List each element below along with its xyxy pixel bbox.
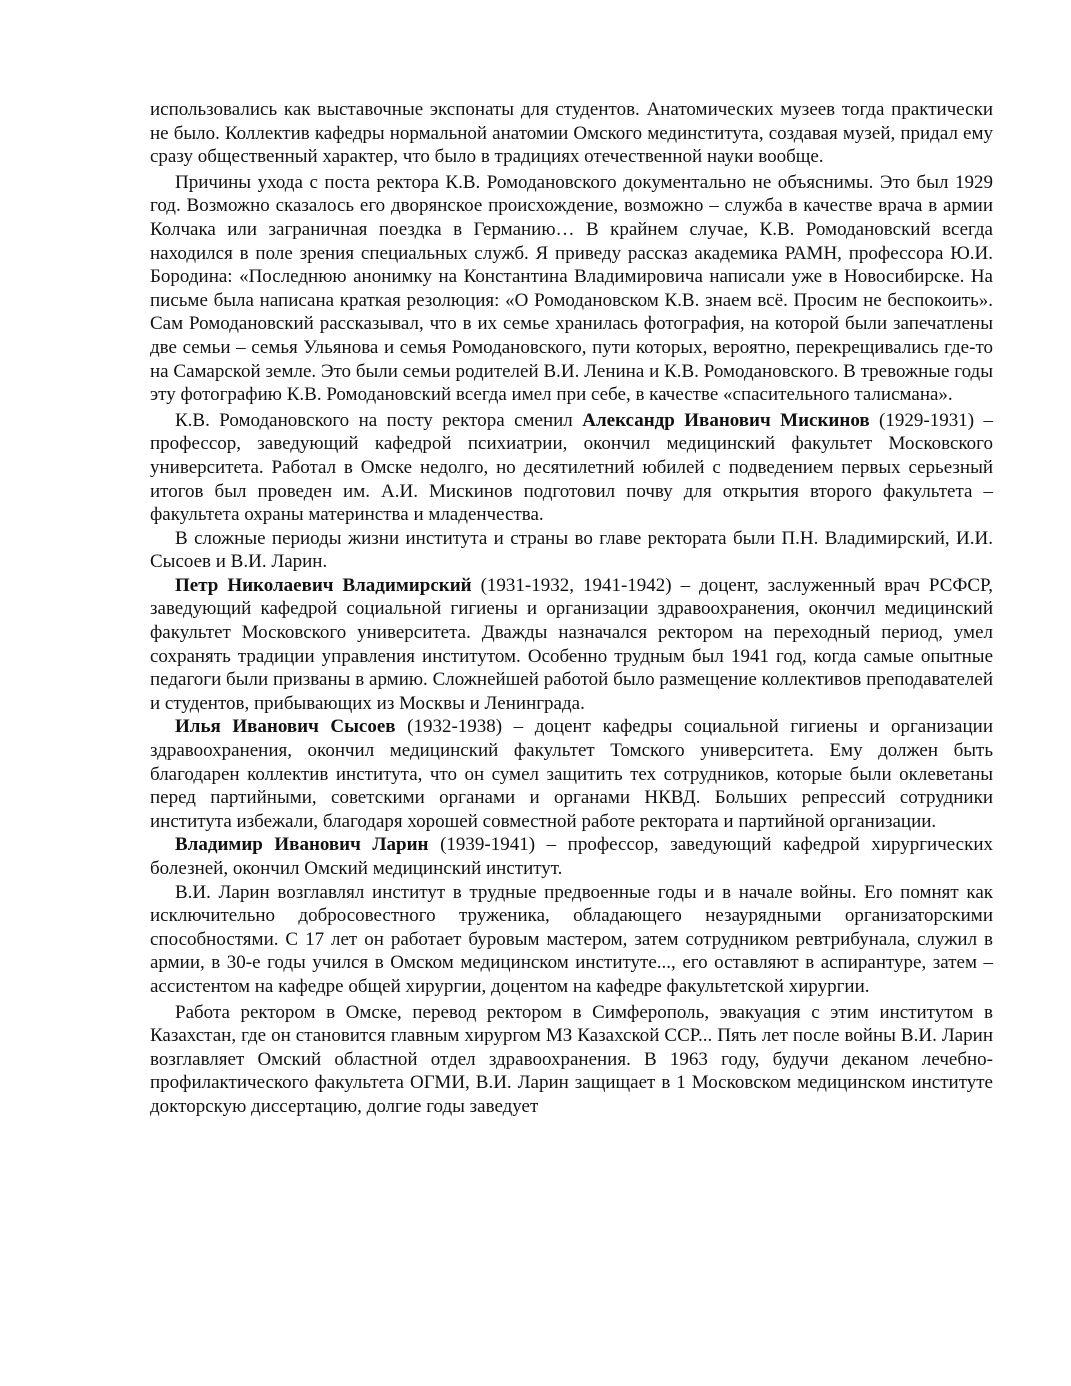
paragraph-text: использовались как выставочные экспонаты для студентов. Анатомических музеев тогда практически не было. Коллектив кафедры нормальной анатомии Омского мединститута, создавая музей, придал ему сразу общественный характер, что было в традициях отечественной науки вообще.: [150, 99, 993, 168]
person-name-larin: Владимир Иванович Ларин: [175, 834, 429, 856]
paragraph-text: В.И. Ларин возглавлял институт в трудные предвоенные годы и в начале войны. Его помнят как исключительно добросовестного труженика, обладающего незаурядными организаторскими способностями. С 17 лет он работает буровым мастером, затем сотрудником ревтрибунала, служил в армии, в 30-е годы учился в Омском медицинском институте..., его оставляют в аспирантуре, затем – ассистентом на кафедре общей хирургии, доцентом на кафедре факультетской хирургии.: [150, 881, 993, 997]
person-name-vladimirsky: Петр Николаевич Владимирский: [175, 574, 472, 596]
paragraph-sysoev: [150, 715, 993, 833]
paragraph-larin-career: [150, 1001, 993, 1119]
paragraph-text: Причины ухода с поста ректора К.В. Ромодановского документально не объяснимы. Это был 1929 год. Возможно сказалось его дворянское происхождение, возможно – служба в качестве врача в армии Колчака или заграничная поездка в Германию… В крайнем случае, К.В. Ромодановский всегда находился в поле зрения специальных служб. Я приведу рассказ академика РАМН, профессора Ю.И. Бородина: «Последнюю анонимку на Константина Владимировича написали уже в Новосибирске. На письме была написана краткая резолюция: «О Ромодановском К.В. знаем всё. Просим не беспокоить». Сам Ромодановский рассказывал, что в их семье хранилась фотография, на которой были запечатлены две семьи – семья Ульянова и семья Ромодановского, пути которых, вероятно, перекрещивались где-то на Самарской земле. Это были семьи родителей В.И. Ленина и К.В. Ромодановского. В тревожные годы эту фотографию К.В. Ромодановский всегда имел при себе, в качестве «спасительного талисмана».: [150, 171, 993, 406]
paragraph-text: (1929-1931) – профессор, заведующий кафедрой психиатрии, окончил медицинский факультет Московского университета. Работал в Омске недолго, но десятилетний юбилей с подведением первых серьезный итогов был проведен им. А.И. Мискинов подготовил почву для открытия второго факультета – факультета охраны материнства и младенчества.: [150, 409, 993, 526]
person-name-sysoev: Илья Иванович Сысоев: [175, 716, 396, 738]
paragraph-vladimirsky: [150, 574, 993, 716]
paragraph-text: В сложные периоды жизни института и страны во главе ректората были П.Н. Владимирский, И.И. Сысоев и В.И. Ларин.: [150, 527, 993, 573]
paragraph-difficult-periods: [150, 527, 993, 574]
paragraph-text: (1932-1938) – доцент кафедры социальной гигиены и организации здравоохранения, окончил медицинский факультет Томского университета. Ему должен быть благодарен коллектив института, что он сумел защитить тех сотрудников, которые были оклеветаны перед партийными, советскими органами и органами НКВД. Больших репрессий сотрудники института избежали, благодаря хорошей совместной работе ректората и партийной организации.: [150, 716, 993, 832]
person-name-miskinov: Александр Иванович Мискинов: [582, 409, 870, 431]
paragraph-larin-biography: [150, 881, 993, 999]
paragraph-text: (1931-1932, 1941-1942) – доцент, заслуженный врач РСФСР, заведующий кафедрой социальной гигиены и организации здравоохранения, окончил медицинский факультет Московского университета. Дважды назначался ректором на переходный период, умел сохранять традиции управления институтом. Особенно трудным был 1941 год, когда самые опытные педагоги были призваны в армию. Сложнейшей работой было размещение коллективов преподавателей и студентов, прибывающих из Москвы и Ленинграда.: [150, 574, 994, 714]
paragraph-romodanovsky-resignation: [150, 171, 993, 407]
paragraph-text: (1939-1941) – профессор, заведующий кафедрой хирургических болезней, окончил Омский медицинский институт.: [150, 834, 994, 879]
paragraph-prefix: К.В. Ромодановского на посту ректора сменил: [175, 409, 583, 431]
paragraph-miskinov: [150, 409, 993, 527]
paragraph-larin: [150, 833, 993, 880]
paragraph-text: Работа ректором в Омске, перевод ректором в Симферополь, эвакуация с этим институтом в Казахстан, где он становится главным хирургом МЗ Казахской ССР... Пять лет после войны В.И. Ларин возглавляет Омский областной отдел здравоохранения. В 1963 году, будучи деканом лечебно-профилактического факультета ОГМИ, В.И. Ларин защищает в 1 Московском медицинском институте докторскую диссертацию, долгие годы заведует: [150, 1001, 993, 1117]
paragraph-museum: [150, 98, 993, 169]
